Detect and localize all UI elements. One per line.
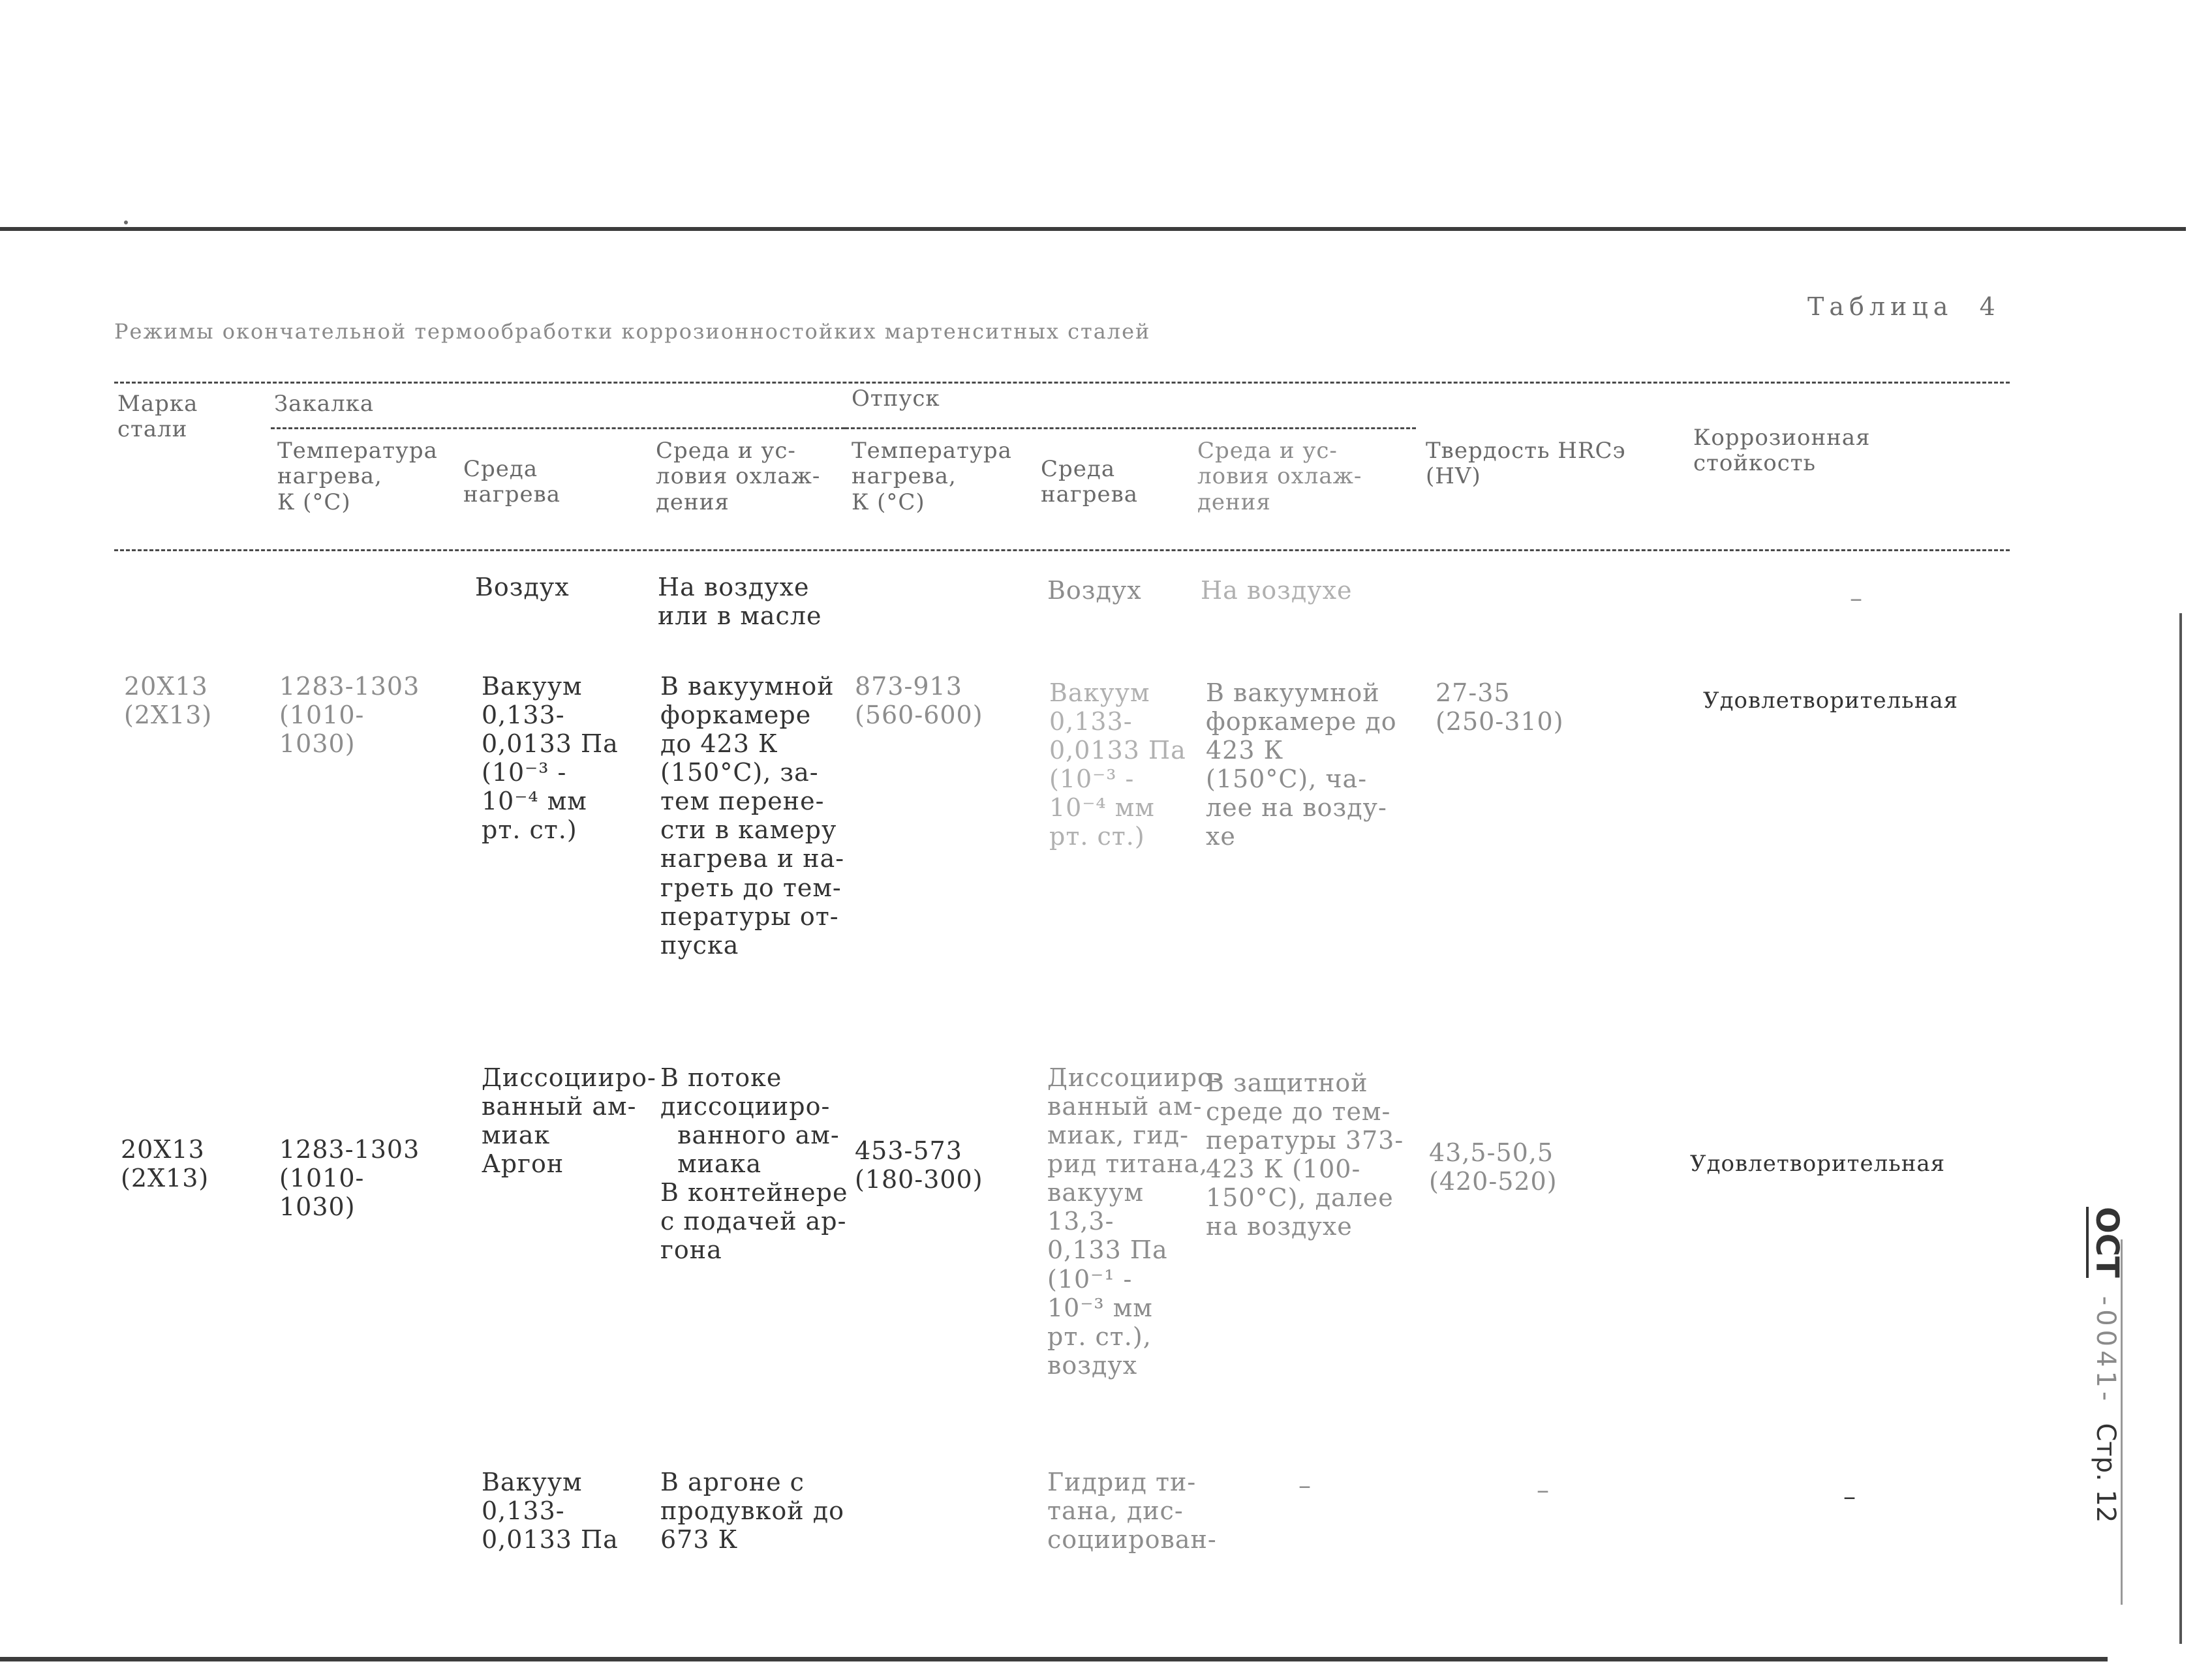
row2-steel-grade: 20Х13 (2Х13) bbox=[121, 1135, 209, 1193]
right-vertical-rule bbox=[2179, 613, 2182, 1644]
row3-hardness: – bbox=[1537, 1476, 1550, 1504]
header-quench-cooling: Среда и ус- ловия охлаж- дения bbox=[656, 438, 821, 515]
row2-quench-temperature: 1283-1303 (1010- 1030) bbox=[279, 1135, 420, 1222]
header-hardness: Твердость HRCэ (HV) bbox=[1426, 438, 1626, 490]
row3-quench-medium: Вакуум 0,133- 0,0133 Па bbox=[482, 1468, 619, 1554]
row3-corrosion: – bbox=[1843, 1482, 1856, 1511]
top-page-rule bbox=[0, 227, 2186, 231]
row2-temper-medium: Диссоцииро- ванный ам- миак, гид- рид титана, вакуум 13,3- 0,133 Па (10⁻¹ - 10⁻³ мм рт. ст.), воздух bbox=[1047, 1063, 1222, 1380]
table-number-label: Таблица 4 bbox=[1807, 292, 2001, 321]
header-temper: Отпуск bbox=[852, 386, 940, 412]
row2-hardness: 43,5-50,5 (420-520) bbox=[1429, 1138, 1558, 1196]
header-temper-cooling: Среда и ус- ловия охлаж- дения bbox=[1197, 438, 1362, 515]
row2-temper-temperature: 453-573 (180-300) bbox=[855, 1136, 983, 1194]
header-sub-rule-quench bbox=[271, 427, 845, 429]
row3-temper-medium: Гидрид ти- тана, дис- социирован- bbox=[1047, 1468, 1217, 1554]
row2-temper-cooling: В защитной среде до тем- пературы 373- 423 К (100- 150°С), далее на воздухе bbox=[1206, 1069, 1404, 1241]
row1-steel-grade: 20Х13 (2Х13) bbox=[124, 672, 213, 730]
row1-temper-temperature: 873-913 (560-600) bbox=[855, 672, 983, 730]
row3-temper-cooling: – bbox=[1298, 1471, 1312, 1500]
header-quench-medium: Среда нагрева bbox=[463, 456, 561, 508]
header-temper-temperature: Температура нагрева, К (°С) bbox=[852, 438, 1012, 515]
stamp-page-number: Стр. 12 bbox=[2091, 1423, 2121, 1523]
row0-temper-medium: Воздух bbox=[1047, 576, 1142, 605]
header-bottom-rule bbox=[114, 549, 2010, 551]
page-stamp bbox=[2081, 1207, 2130, 1624]
header-quench: Закалка bbox=[274, 391, 375, 417]
row1-corrosion: Удовлетворительная bbox=[1703, 688, 1959, 714]
row1-temper-cooling: В вакуумной форкамере до 423 К (150°С), ча- лее на возду- хе bbox=[1206, 678, 1397, 851]
scan-speck bbox=[124, 220, 128, 224]
row0-quench-medium: Воздух bbox=[475, 573, 570, 601]
table-title: Режимы окончательной термообработки коррозионностойких мартенситных сталей bbox=[114, 319, 1151, 344]
page-stamp-content bbox=[2081, 1207, 2130, 1624]
row0-temper-cooling: На воздухе bbox=[1201, 576, 1353, 605]
row1-quench-medium: Вакуум 0,133- 0,0133 Па (10⁻³ - 10⁻⁴ мм рт. ст.) bbox=[482, 672, 619, 845]
stamp-document-number: -0041- bbox=[2091, 1296, 2121, 1405]
row1-temper-medium: Вакуум 0,133- 0,0133 Па (10⁻³ - 10⁻⁴ мм рт. ст.) bbox=[1049, 678, 1186, 851]
table-top-rule bbox=[114, 382, 2010, 384]
bottom-page-rule bbox=[0, 1657, 2108, 1661]
row2-quench-cooling: В потоке диссоцииро- ванного ам- миака В контейнере с подачей ар- гона bbox=[660, 1063, 848, 1265]
row2-corrosion: Удовлетворительная bbox=[1690, 1151, 1946, 1177]
row2-quench-medium: Диссоцииро- ванный ам- миак Аргон bbox=[482, 1063, 656, 1179]
row1-hardness: 27-35 (250-310) bbox=[1436, 678, 1564, 736]
row1-quench-cooling: В вакуумной форкамере до 423 К (150°С), за- тем перене- сти в камеру нагрева и на- греть до тем- пературы от- пуска bbox=[660, 672, 845, 960]
header-grade: Марка стали bbox=[117, 391, 198, 443]
row1-quench-temperature: 1283-1303 (1010- 1030) bbox=[279, 672, 420, 759]
header-temper-medium: Среда нагрева bbox=[1041, 456, 1139, 508]
header-corrosion: Коррозионная стойкость bbox=[1693, 425, 1871, 477]
header-sub-rule-temper bbox=[845, 427, 1416, 429]
row0-quench-cooling: На воздухе или в масле bbox=[658, 573, 822, 631]
header-quench-temperature: Температура нагрева, К (°С) bbox=[277, 438, 438, 515]
row0-corrosion: – bbox=[1850, 584, 1863, 613]
row3-quench-cooling: В аргоне с продувкой до 673 К bbox=[660, 1468, 844, 1554]
stamp-ost-label: ОСТ bbox=[2086, 1207, 2125, 1278]
